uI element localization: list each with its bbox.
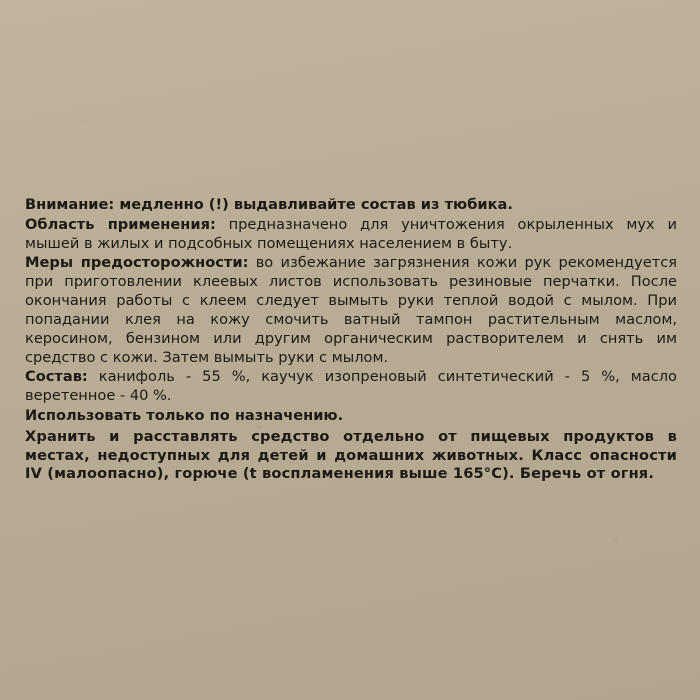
- paragraph-attention: Внимание: медленно (!) выдавливайте состав из тюбика.: [25, 196, 513, 213]
- paragraph-composition: [25, 368, 677, 406]
- application-body: предназначено для уничтожения окрыленных мух и мышей в жилых и подсобных помещениях населением в быту.: [25, 215, 677, 252]
- precautions-body: во избежание загрязнения кожи рук рекомендуется при приготовлении клеевых листов использовать резиновые перчатки. После окончания работы с клеем следует вымыть руки теплой водой с мылом. При попадании клея на кожу смочить ватный тампон растительным маслом, керосином, бензином или другим органическим растворителем и снять им средство с кожи. Затем вымыть руки с мылом.: [25, 254, 678, 366]
- paragraph-purpose-only: Использовать только по назначению.: [25, 406, 344, 424]
- paragraph-precautions: [25, 254, 677, 367]
- label-text-block: [25, 196, 677, 484]
- application-lead: Область применения:: [25, 215, 216, 233]
- precautions-lead: Меры предосторожности:: [25, 254, 249, 272]
- paragraph-application: [25, 216, 677, 254]
- paragraph-storage: Хранить и расставлять средство отдельно от пищевых продуктов в местах, недоступных для детей и домашних животных. Класс опасности IV (малоопасно), горюче (t воспламенения выше 165°C). Беречь от огня.: [25, 427, 677, 483]
- composition-body: канифоль - 55 %, каучук изопреновый синтетический - 5 %, масло веретенное - 40 %.: [25, 368, 677, 404]
- composition-lead: Состав:: [25, 368, 88, 386]
